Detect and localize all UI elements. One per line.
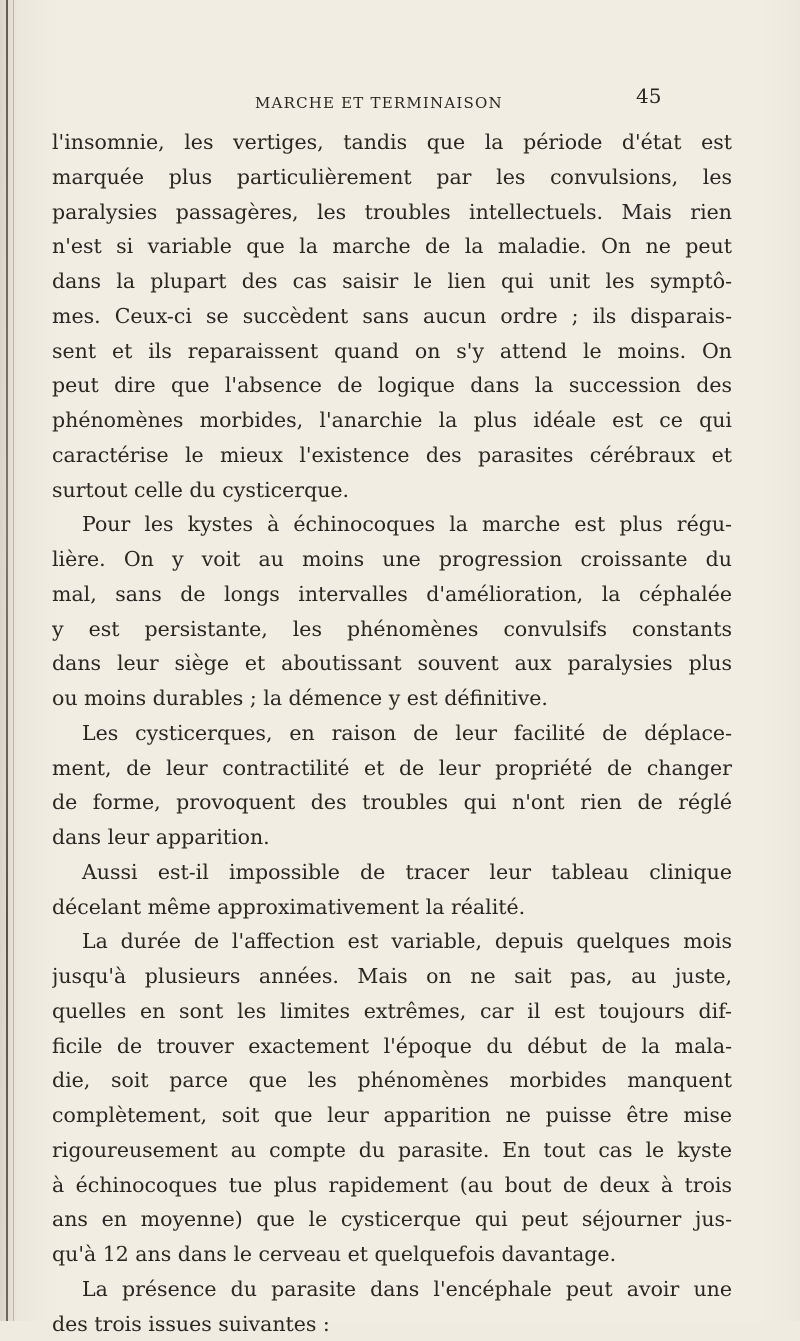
text-line: n'est si variable que la marche de la maladie. On ne peut xyxy=(52,229,732,264)
paragraph-end-line: décelant même approximativement la réalité. xyxy=(52,890,732,925)
text-line: peut dire que l'absence de logique dans la succession des xyxy=(52,368,732,403)
running-head: MARCHE ET TERMINAISON xyxy=(255,94,503,112)
paragraph-start-line: La durée de l'affection est variable, depuis quelques mois xyxy=(52,924,732,959)
text-line: caractérise le mieux l'existence des parasites cérébraux et xyxy=(52,438,732,473)
text-line: ment, de leur contractilité et de leur propriété de changer xyxy=(52,751,732,786)
binding-edge xyxy=(6,0,8,1321)
text-line: marquée plus particulièrement par les convulsions, les xyxy=(52,160,732,195)
binding-edge-shadow xyxy=(13,0,14,1321)
text-line: phénomènes morbides, l'anarchie la plus idéale est ce qui xyxy=(52,403,732,438)
text-line: lière. On y voit au moins une progression croissante du xyxy=(52,542,732,577)
paragraph-end-line: dans leur apparition. xyxy=(52,820,732,855)
paragraph-end-line: qu'à 12 ans dans le cerveau et quelquefois davantage. xyxy=(52,1237,732,1272)
paragraph-end-line: des trois issues suivantes : xyxy=(52,1307,732,1341)
text-line: dans leur siège et aboutissant souvent aux paralysies plus xyxy=(52,646,732,681)
text-line: ficile de trouver exactement l'époque du début de la mala- xyxy=(52,1029,732,1064)
text-line: jusqu'à plusieurs années. Mais on ne sait pas, au juste, xyxy=(52,959,732,994)
paragraph-start-line: Aussi est-il impossible de tracer leur tableau clinique xyxy=(52,855,732,890)
text-line: mes. Ceux-ci se succèdent sans aucun ordre ; ils disparais- xyxy=(52,299,732,334)
text-line: ans en moyenne) que le cysticerque qui peut séjourner jus- xyxy=(52,1202,732,1237)
text-line: dans la plupart des cas saisir le lien qui unit les symptô- xyxy=(52,264,732,299)
text-line: complètement, soit que leur apparition ne puisse être mise xyxy=(52,1098,732,1133)
text-line: rigoureusement au compte du parasite. En tout cas le kyste xyxy=(52,1133,732,1168)
page-number: 45 xyxy=(636,84,661,108)
paragraph-start-line: Pour les kystes à échinocoques la marche est plus régu- xyxy=(52,507,732,542)
text-line: paralysies passagères, les troubles intellectuels. Mais rien xyxy=(52,195,732,230)
text-line: à échinocoques tue plus rapidement (au bout de deux à trois xyxy=(52,1168,732,1203)
paragraph-end-line: ou moins durables ; la démence y est définitive. xyxy=(52,681,732,716)
text-line: y est persistante, les phénomènes convulsifs constants xyxy=(52,612,732,647)
text-line: quelles en sont les limites extrêmes, car il est toujours dif- xyxy=(52,994,732,1029)
text-line: de forme, provoquent des troubles qui n'ont rien de réglé xyxy=(52,785,732,820)
text-line: l'insomnie, les vertiges, tandis que la période d'état est xyxy=(52,125,732,160)
paragraph-end-line: surtout celle du cysticerque. xyxy=(52,473,732,508)
paragraph-start-line: Les cysticerques, en raison de leur facilité de déplace- xyxy=(52,716,732,751)
paragraph-start-line: La présence du parasite dans l'encéphale peut avoir une xyxy=(52,1272,732,1307)
text-line: sent et ils reparaissent quand on s'y attend le moins. On xyxy=(52,334,732,369)
body-text xyxy=(52,125,732,1341)
text-line: mal, sans de longs intervalles d'amélioration, la céphalée xyxy=(52,577,732,612)
text-line: die, soit parce que les phénomènes morbides manquent xyxy=(52,1063,732,1098)
